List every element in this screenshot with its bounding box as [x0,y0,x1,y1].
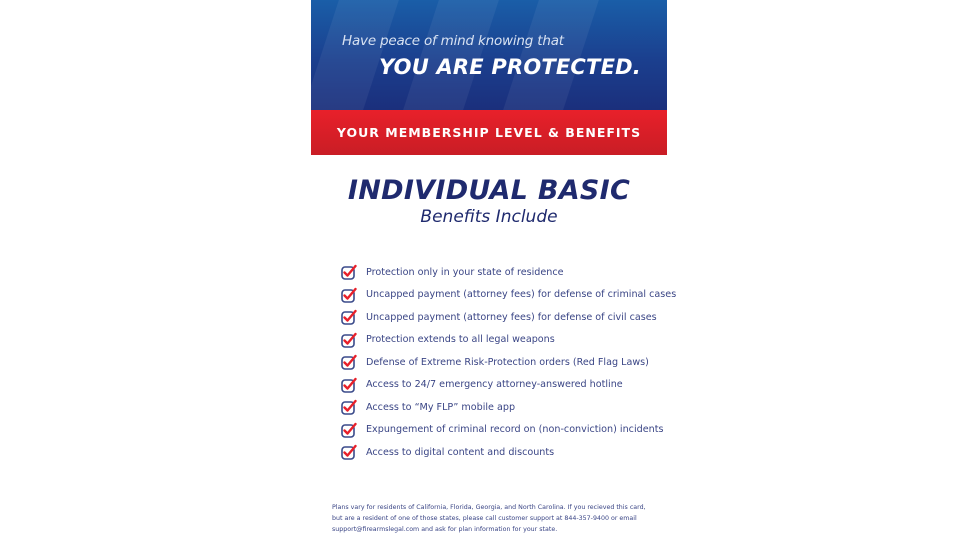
hero-subtitle: Have peace of mind knowing that [342,33,564,49]
checkbox-checked-icon [341,309,357,325]
benefit-text: Expungement of criminal record on (non-conviction) incidents [366,424,664,436]
checkbox-checked-icon [341,332,357,348]
footer-note: Plans vary for residents of California, Florida, Georgia, and North Carolina. If you recieved this card, but are a resident of one of those states, please call customer support at 844-357-9400 or email support@firearmslegal.com and ask for plan information for your state. [332,504,646,533]
benefits-list [341,261,676,464]
checkbox-checked-icon [341,444,357,460]
benefit-item [341,351,676,374]
benefit-item [341,329,676,352]
benefit-text: Protection only in your state of residence [366,266,564,278]
membership-card [311,0,677,550]
checkbox-checked-icon [341,422,357,438]
benefit-item [341,441,676,464]
membership-band: YOUR MEMBERSHIP LEVEL & BENEFITS [311,110,667,155]
benefit-text: Access to 24/7 emergency attorney-answered hotline [366,379,623,391]
benefit-text: Protection extends to all legal weapons [366,334,555,346]
checkbox-checked-icon [341,264,357,280]
benefit-item [341,306,676,329]
benefit-text: Uncapped payment (attorney fees) for defense of civil cases [366,311,657,323]
benefit-text: Access to digital content and discounts [366,446,555,458]
checkbox-checked-icon [341,287,357,303]
checkbox-checked-icon [341,399,357,415]
benefit-item [341,374,676,397]
benefit-text: Access to “My FLP” mobile app [366,401,516,413]
plan-subtitle: Benefits Include [420,207,558,227]
checkbox-checked-icon [341,377,357,393]
benefit-text: Uncapped payment (attorney fees) for defense of criminal cases [366,289,677,301]
hero-headline: YOU ARE PROTECTED. [379,55,641,79]
checkbox-checked-icon [341,354,357,370]
hero-banner [311,0,667,110]
benefit-text: Defense of Extreme Risk-Protection orders (Red Flag Laws) [366,356,649,368]
benefit-item [341,261,676,284]
benefit-item [341,284,676,307]
benefit-item [341,419,676,442]
plan-title: INDIVIDUAL BASIC [347,175,631,206]
benefit-item [341,396,676,419]
